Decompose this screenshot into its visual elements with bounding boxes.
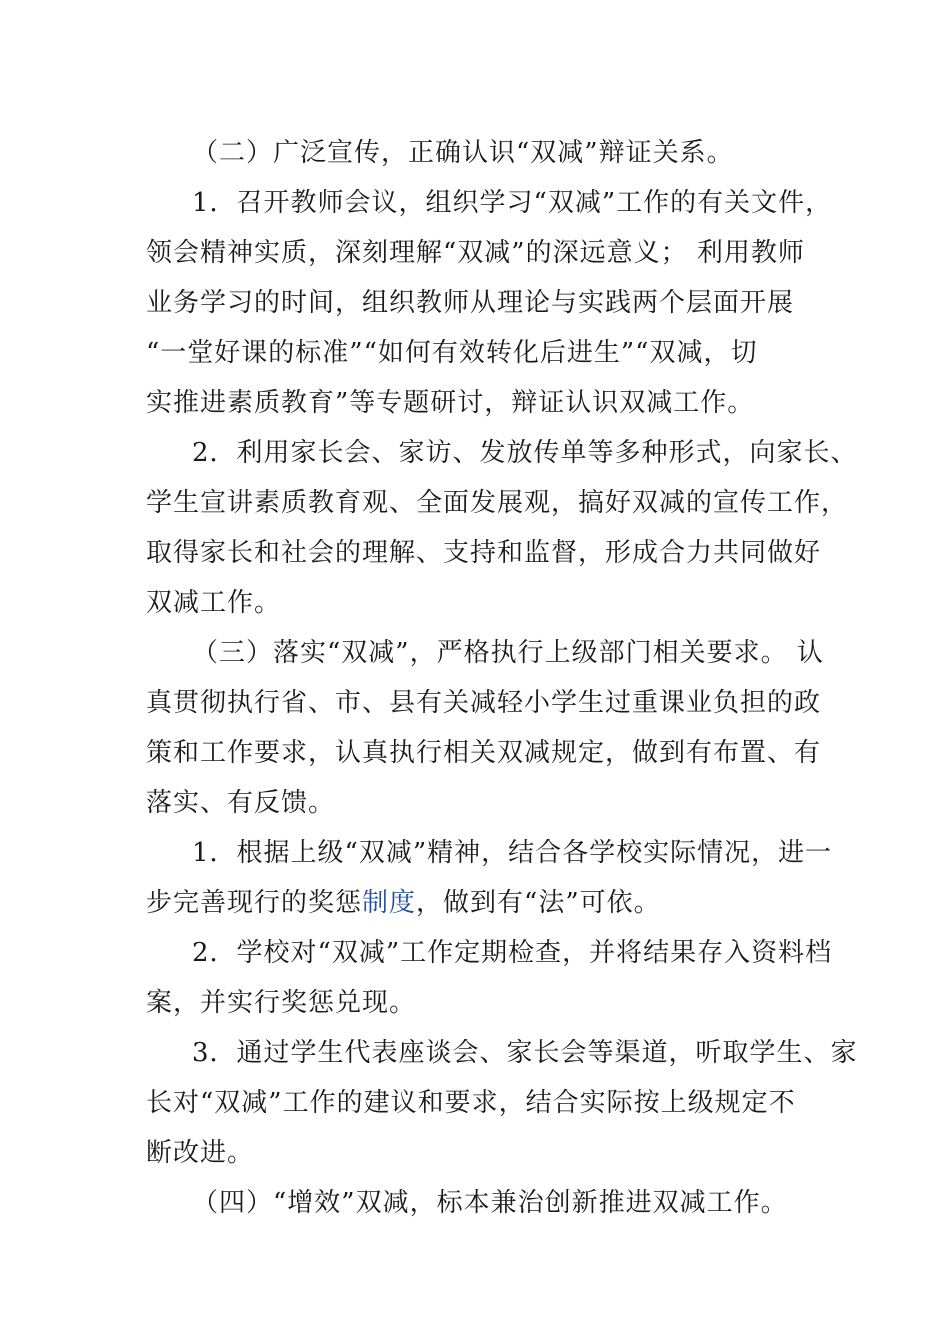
paragraph-line-with-link (146, 878, 806, 928)
paragraph-line: 业务学习的时间，组织教师从理论与实践两个层面开展 (146, 288, 795, 318)
paragraph-line: 2．学校对“双减”工作定期检查，并将结果存入资料档 (192, 938, 833, 968)
paragraph-line: 策和工作要求，认真执行相关双减规定，做到有布置、有 (146, 738, 822, 768)
paragraph-line: “一堂好课的标准”“如何有效转化后进生”“双减，切 (146, 338, 758, 368)
paragraph-line: 1．根据上级“双减”精神，结合各学校实际情况，进一 (192, 838, 833, 868)
paragraph-line: 3．通过学生代表座谈会、家长会等渠道，听取学生、家 (192, 1038, 858, 1068)
paragraph-line: 1．召开教师会议，组织学习“双减”工作的有关文件， (192, 188, 833, 218)
heading-section-three: （三）落实“双减”，严格执行上级部门相关要求。 认 (192, 638, 824, 668)
text-before-link: 步完善现行的奖惩 (146, 888, 363, 918)
paragraph-line: 真贯彻执行省、市、县有关减轻小学生过重课业负担的政 (146, 688, 822, 718)
paragraph-line: 领会精神实质，深刻理解“双减”的深远意义； 利用教师 (146, 238, 805, 268)
paragraph-line: 长对“双减”工作的建议和要求，结合实际按上级规定不 (146, 1088, 796, 1118)
heading-section-four: （四）“增效”双减，标本兼治创新推进双减工作。 (192, 1188, 788, 1218)
paragraph-line: 断改进。 (146, 1138, 255, 1168)
paragraph-line: 双减工作。 (146, 588, 282, 618)
paragraph-line: 2．利用家长会、家访、发放传单等多种形式，向家长、 (192, 438, 858, 468)
paragraph-line: 案，并实行奖惩兑现。 (146, 988, 417, 1018)
paragraph-line: 学生宣讲素质教育观、全面发展观，搞好双减的宣传工作， (146, 488, 849, 518)
text-after-link: ，做到有“法”可依。 (416, 888, 661, 918)
paragraph-line: 实推进素质教育”等专题研讨，辩证认识双减工作。 (146, 388, 755, 418)
system-link[interactable]: 制度 (362, 888, 417, 918)
document-body (146, 128, 858, 1228)
paragraph-line: 取得家长和社会的理解、支持和监督，形成合力共同做好 (146, 538, 822, 568)
heading-section-two: （二）广泛宣传，正确认识“双减”辩证关系。 (192, 138, 734, 168)
paragraph-line: 落实、有反馈。 (146, 788, 336, 818)
